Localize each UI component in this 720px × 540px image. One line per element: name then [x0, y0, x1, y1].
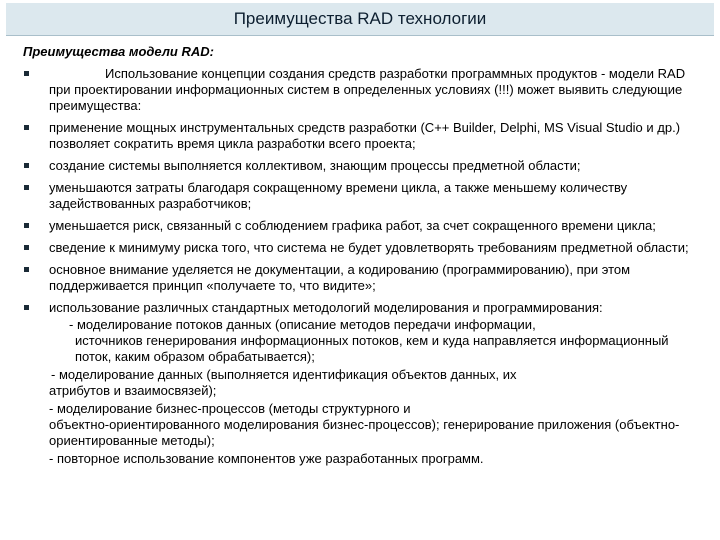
bullet-list — [23, 66, 703, 316]
sub-item-first-line: - моделирование потоков данных (описание методов передачи информации, — [69, 317, 536, 332]
list-item-text: применение мощных инструментальных средств разработки (С++ Builder, Delphi, MS Visual Studio и др.) позволяет сократить время цикла разработки всего проекта; — [49, 120, 681, 151]
bullet-icon — [24, 267, 29, 272]
list-item — [23, 158, 703, 174]
list-item-text: сведение к минимуму риска того, что система не будет удовлетворять требованиям предметной области; — [49, 240, 689, 255]
bullet-icon — [24, 305, 29, 310]
list-item — [23, 120, 703, 152]
sub-item-first-line: - повторное использование компонентов уже разработанных программ. — [49, 451, 484, 466]
sub-item-continuation: источников генерирования информационных потоков, кем и куда направляется информационный поток, каким образом обрабатывается); — [75, 333, 669, 364]
list-item-text: Использование концепции создания средств разработки программных продуктов - модели RAD при проектировании информационных систем в определенных условиях (!!!) может выявить следующие преимущества: — [49, 66, 686, 113]
subtitle: Преимущества модели RAD: — [23, 44, 214, 59]
slide-title: Преимущества RAD технологии — [233, 9, 487, 28]
bullet-icon — [24, 163, 29, 168]
sub-item-continuation: атрибутов и взаимосвязей); — [49, 383, 217, 398]
list-item — [23, 262, 703, 294]
sub-item — [23, 367, 703, 399]
bullet-icon — [24, 125, 29, 130]
list-item-text: уменьшается риск, связанный с соблюдением графика работ, за счет сокращенного времени цикла; — [49, 218, 656, 233]
list-item — [23, 218, 703, 234]
list-item — [23, 300, 703, 316]
list-item-text: создание системы выполняется коллективом, знающим процессы предметной области; — [49, 158, 581, 173]
sub-item-continuation: объектно-ориентированного моделирования бизнес-процессов); генерирование приложения (объектно-ориентированные методы); — [49, 417, 680, 448]
methodology-sub-list — [23, 317, 703, 467]
list-item-text: использование различных стандартных методологий моделирования и программирования: — [49, 300, 603, 315]
bullet-icon — [24, 245, 29, 250]
list-item — [23, 240, 703, 256]
sub-item-first-line: - моделирование данных (выполняется идентификация объектов данных, их — [51, 367, 517, 382]
list-item — [23, 180, 703, 212]
bullet-icon — [24, 71, 29, 76]
sub-item — [23, 451, 703, 467]
list-item-text: основное внимание уделяется не документации, а кодированию (программированию), при этом поддерживается принцип «получаете то, что видите»; — [49, 262, 631, 293]
sub-item — [23, 401, 703, 449]
bullet-icon — [24, 223, 29, 228]
list-item — [23, 66, 703, 114]
bullet-icon — [24, 185, 29, 190]
sub-item-first-line: - моделирование бизнес-процессов (методы структурного и — [49, 401, 411, 416]
sub-item — [23, 317, 703, 365]
list-item-text: уменьшаются затраты благодаря сокращенному времени цикла, а также меньшему количеству задействованных разработчиков; — [49, 180, 628, 211]
slide-content — [23, 44, 703, 469]
slide-title-bar — [6, 3, 714, 36]
